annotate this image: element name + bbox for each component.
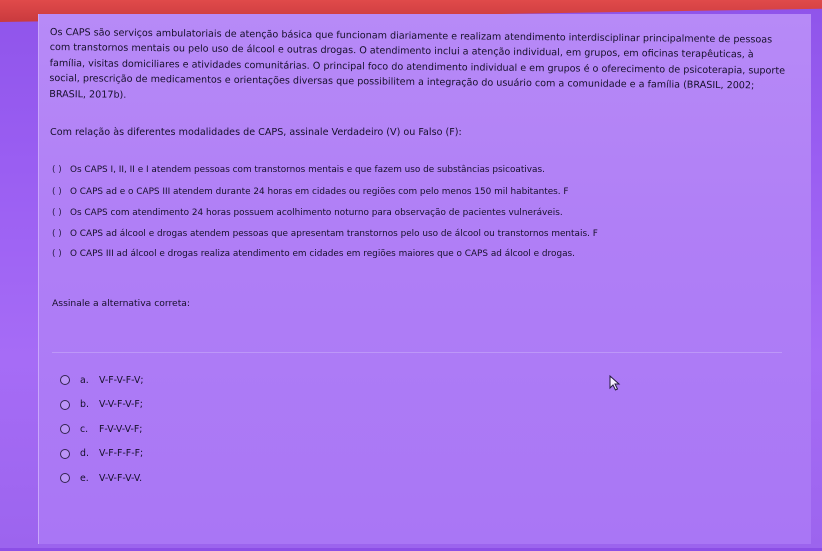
radio-button-c[interactable] (60, 424, 70, 434)
statement-text: O CAPS ad e o CAPS III atendem durante 24 horas em cidades ou regiões com pelo menos 150 mil habitantes. F (70, 187, 569, 197)
option-letter: a. (80, 374, 89, 386)
option-letter: d. (80, 448, 89, 460)
answer-prompt: Assinale a alternativa correta: (52, 298, 191, 309)
section-divider (52, 352, 782, 353)
option-letter: c. (80, 423, 89, 435)
statement-marker: ( ) (52, 165, 62, 175)
radio-button-b[interactable] (60, 400, 70, 410)
option-text[interactable]: F-V-V-V-F; (99, 423, 143, 435)
mouse-pointer-icon (608, 375, 622, 391)
answer-option-e[interactable] (60, 466, 144, 491)
statement-marker: ( ) (52, 249, 62, 259)
question-context-paragraph: Os CAPS são serviços ambulatoriais de atenção básica que funcionam diariamente e realizam atendimento interdisciplinar principalmente de pessoas com transtornos mentais ou pelo uso de álcool e outras drogas. O atendimento inclui a atenção individual, em grupos, em oficinas terapêuticas, à família, visitas domiciliares e atividades comunitárias. O principal foco do atendimento individual e em grupos é o oferecimento de psicoterapia, suporte social, prescrição de medicamentos e orientações diversas que possibilitem a integração do usuário com a comunidade e a família (BRASIL, 2002; BRASIL, 2017b). (49, 26, 786, 101)
statement-item (52, 208, 598, 229)
answer-options (60, 368, 144, 491)
answer-option-c[interactable] (60, 417, 144, 442)
statement-text: Os CAPS I, II, II e I atendem pessoas com transtornos mentais e que fazem uso de substâncias psicoativas. (70, 165, 545, 175)
statement-marker: ( ) (52, 187, 62, 197)
radio-button-d[interactable] (60, 449, 70, 459)
statement-marker: ( ) (52, 229, 62, 239)
statement-item (52, 187, 598, 208)
radio-button-a[interactable] (60, 375, 70, 385)
option-text[interactable]: V-F-V-F-V; (99, 374, 144, 386)
option-letter: e. (80, 472, 89, 484)
radio-button-e[interactable] (60, 473, 70, 483)
statement-item (52, 229, 598, 250)
statement-item (52, 249, 598, 270)
statement-list (52, 165, 598, 270)
statement-text: Os CAPS com atendimento 24 horas possuem acolhimento noturno para observação de pacientes vulneráveis. (70, 208, 563, 218)
statement-marker: ( ) (52, 208, 62, 218)
answer-option-b[interactable] (60, 393, 144, 418)
option-letter: b. (80, 399, 89, 411)
question-instruction: Com relação às diferentes modalidades de CAPS, assinale Verdadeiro (V) ou Falso (F): (50, 127, 462, 138)
option-text[interactable]: V-F-F-F-F; (99, 448, 144, 460)
option-text[interactable]: V-V-F-V-V. (99, 472, 143, 484)
answer-option-d[interactable] (60, 442, 144, 467)
option-text[interactable]: V-V-F-V-F; (99, 399, 143, 411)
statement-text: O CAPS ad álcool e drogas atendem pessoas que apresentam transtornos pelo uso de álcool ou transtornos mentais. F (70, 229, 598, 239)
answer-option-a[interactable] (60, 368, 144, 393)
statement-text: O CAPS III ad álcool e drogas realiza atendimento em cidades em regiões maiores que o CAPS ad álcool e drogas. (70, 249, 575, 259)
statement-item (52, 165, 598, 186)
